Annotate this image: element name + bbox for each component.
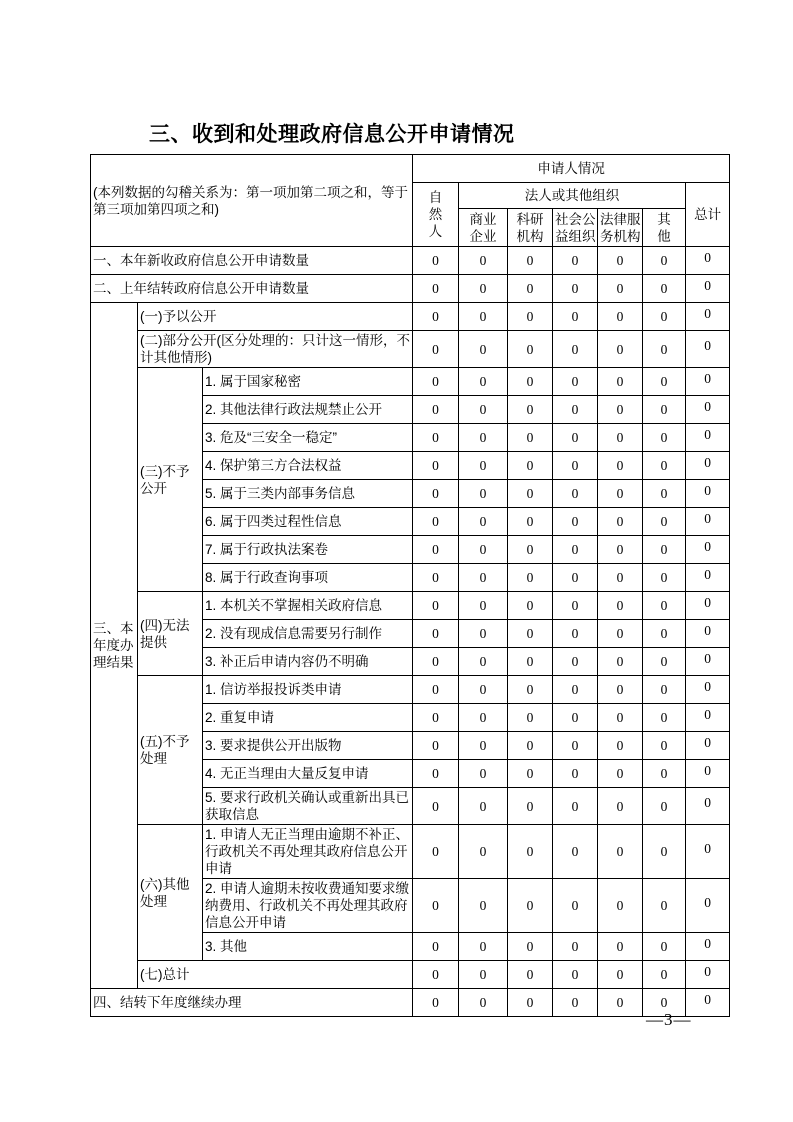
value-cell: 0: [508, 331, 553, 368]
value-cell: 0: [553, 536, 598, 564]
value-cell: 0: [643, 648, 686, 676]
value-cell: 0: [598, 676, 643, 704]
value-cell: 0: [598, 247, 643, 275]
value-cell: 0: [553, 732, 598, 760]
value-cell: 0: [459, 879, 508, 933]
value-cell: 0: [553, 989, 598, 1017]
value-cell: 0: [459, 303, 508, 331]
value-cell: 0: [598, 396, 643, 424]
table-row: [91, 368, 730, 396]
value-cell: 0: [686, 961, 730, 989]
value-cell: 0: [508, 564, 553, 592]
page-number: —3—: [646, 1010, 692, 1029]
row-label-cell: 5. 要求行政机关确认或重新出具已获取信息: [203, 788, 413, 825]
column-header-natural-person: 自然人: [413, 183, 459, 247]
row-label-cell: (七)总计: [138, 961, 413, 989]
value-cell: 0: [643, 961, 686, 989]
value-cell: 0: [413, 396, 459, 424]
table-row: [91, 247, 730, 275]
row-label-cell: (一)予以公开: [138, 303, 413, 331]
value-cell: 0: [553, 788, 598, 825]
row-label-cell: 2. 没有现成信息需要另行制作: [203, 620, 413, 648]
row-label-cell: 3. 其他: [203, 933, 413, 961]
value-cell: 0: [553, 704, 598, 732]
table-row: [91, 592, 730, 620]
value-cell: 0: [598, 536, 643, 564]
value-cell: 0: [413, 508, 459, 536]
value-cell: 0: [643, 933, 686, 961]
value-cell: 0: [413, 989, 459, 1017]
value-cell: 0: [508, 676, 553, 704]
value-cell: 0: [686, 825, 730, 879]
value-cell: 0: [413, 331, 459, 368]
column-header-total: 总计: [686, 183, 730, 247]
value-cell: 0: [459, 396, 508, 424]
value-cell: 0: [598, 303, 643, 331]
value-cell: 0: [413, 247, 459, 275]
value-cell: 0: [459, 676, 508, 704]
value-cell: 0: [598, 452, 643, 480]
row-label-cell: 2. 重复申请: [203, 704, 413, 732]
value-cell: 0: [643, 508, 686, 536]
column-header-commercial-enterprise: 商业企业: [459, 209, 508, 247]
value-cell: 0: [598, 989, 643, 1017]
value-cell: 0: [508, 592, 553, 620]
row-label-cell: 3. 危及“三安全一稳定”: [203, 424, 413, 452]
value-cell: 0: [686, 424, 730, 452]
value-cell: 0: [686, 303, 730, 331]
value-cell: 0: [643, 760, 686, 788]
column-header-research-institution: 科研机构: [508, 209, 553, 247]
value-cell: 0: [643, 536, 686, 564]
group-label-cell: 三、本年度办理结果: [91, 303, 138, 989]
value-cell: 0: [553, 396, 598, 424]
value-cell: 0: [598, 620, 643, 648]
value-cell: 0: [643, 564, 686, 592]
value-cell: 0: [643, 732, 686, 760]
table-row: [91, 676, 730, 704]
value-cell: 0: [508, 732, 553, 760]
value-cell: 0: [598, 592, 643, 620]
value-cell: 0: [643, 275, 686, 303]
value-cell: 0: [553, 564, 598, 592]
value-cell: 0: [553, 424, 598, 452]
value-cell: 0: [686, 760, 730, 788]
table-row: [91, 331, 730, 368]
value-cell: 0: [508, 303, 553, 331]
value-cell: 0: [508, 480, 553, 508]
value-cell: 0: [553, 331, 598, 368]
value-cell: 0: [413, 760, 459, 788]
value-cell: 0: [686, 480, 730, 508]
column-header-legal-org-group: 法人或其他组织: [459, 183, 686, 209]
header-row: [91, 155, 730, 183]
value-cell: 0: [459, 564, 508, 592]
value-cell: 0: [553, 648, 598, 676]
row-label-cell: 2. 申请人逾期未按收费通知要求缴纳费用、行政机关不再处理其政府信息公开申请: [203, 879, 413, 933]
value-cell: 0: [413, 424, 459, 452]
value-cell: 0: [459, 788, 508, 825]
row-label-cell: 3. 补正后申请内容仍不明确: [203, 648, 413, 676]
value-cell: 0: [643, 592, 686, 620]
value-cell: 0: [459, 620, 508, 648]
value-cell: 0: [508, 933, 553, 961]
value-cell: 0: [598, 275, 643, 303]
value-cell: 0: [459, 704, 508, 732]
row-label-cell: 3. 要求提供公开出版物: [203, 732, 413, 760]
value-cell: 0: [598, 508, 643, 536]
value-cell: 0: [643, 480, 686, 508]
table-body: [91, 247, 730, 1017]
value-cell: 0: [459, 331, 508, 368]
value-cell: 0: [598, 933, 643, 961]
value-cell: 0: [459, 760, 508, 788]
value-cell: 0: [643, 676, 686, 704]
value-cell: 0: [686, 620, 730, 648]
row-label-cell: 1. 申请人无正当理由逾期不补正、行政机关不再处理其政府信息公开申请: [203, 825, 413, 879]
value-cell: 0: [508, 275, 553, 303]
value-cell: 0: [553, 933, 598, 961]
value-cell: 0: [413, 879, 459, 933]
applications-table: [90, 154, 730, 1017]
value-cell: 0: [413, 732, 459, 760]
table-row: [91, 303, 730, 331]
value-cell: 0: [643, 825, 686, 879]
value-cell: 0: [553, 592, 598, 620]
column-header-applicant-group: 申请人情况: [413, 155, 730, 183]
row-label-cell: 8. 属于行政查询事项: [203, 564, 413, 592]
subgroup-label-cell: (六)其他处理: [138, 825, 203, 961]
row-label-cell: 1. 本机关不掌握相关政府信息: [203, 592, 413, 620]
value-cell: 0: [686, 247, 730, 275]
value-cell: 0: [686, 368, 730, 396]
value-cell: 0: [508, 989, 553, 1017]
value-cell: 0: [508, 368, 553, 396]
value-cell: 0: [643, 704, 686, 732]
value-cell: 0: [643, 989, 686, 1017]
reconciliation-note: (本列数据的勾稽关系为：第一项加第二项之和，等于第三项加第四项之和): [91, 155, 413, 247]
value-cell: 0: [413, 303, 459, 331]
row-label-cell: 6. 属于四类过程性信息: [203, 508, 413, 536]
value-cell: 0: [413, 648, 459, 676]
value-cell: 0: [686, 275, 730, 303]
value-cell: 0: [598, 368, 643, 396]
value-cell: 0: [413, 275, 459, 303]
value-cell: 0: [598, 331, 643, 368]
value-cell: 0: [459, 275, 508, 303]
value-cell: 0: [459, 424, 508, 452]
value-cell: 0: [643, 303, 686, 331]
value-cell: 0: [508, 704, 553, 732]
value-cell: 0: [598, 760, 643, 788]
value-cell: 0: [508, 648, 553, 676]
table-row: [91, 961, 730, 989]
value-cell: 0: [686, 396, 730, 424]
value-cell: 0: [459, 592, 508, 620]
value-cell: 0: [413, 564, 459, 592]
value-cell: 0: [598, 648, 643, 676]
value-cell: 0: [553, 961, 598, 989]
value-cell: 0: [459, 825, 508, 879]
value-cell: 0: [459, 961, 508, 989]
table-row: [91, 825, 730, 879]
row-label-cell: 一、本年新收政府信息公开申请数量: [91, 247, 413, 275]
value-cell: 0: [598, 788, 643, 825]
value-cell: 0: [643, 247, 686, 275]
subgroup-label-cell: (五)不予处理: [138, 676, 203, 825]
value-cell: 0: [686, 508, 730, 536]
row-label-cell: 4. 无正当理由大量反复申请: [203, 760, 413, 788]
value-cell: 0: [413, 961, 459, 989]
row-label-cell: (二)部分公开(区分处理的：只计这一情形，不计其他情形): [138, 331, 413, 368]
value-cell: 0: [553, 620, 598, 648]
table-row: [91, 989, 730, 1017]
value-cell: 0: [413, 480, 459, 508]
row-label-cell: 2. 其他法律行政法规禁止公开: [203, 396, 413, 424]
value-cell: 0: [413, 704, 459, 732]
value-cell: 0: [553, 676, 598, 704]
value-cell: 0: [553, 247, 598, 275]
value-cell: 0: [413, 620, 459, 648]
row-label-cell: 5. 属于三类内部事务信息: [203, 480, 413, 508]
table-row: [91, 275, 730, 303]
value-cell: 0: [686, 933, 730, 961]
value-cell: 0: [686, 676, 730, 704]
value-cell: 0: [553, 825, 598, 879]
value-cell: 0: [686, 331, 730, 368]
value-cell: 0: [643, 424, 686, 452]
value-cell: 0: [553, 275, 598, 303]
value-cell: 0: [459, 247, 508, 275]
value-cell: 0: [598, 961, 643, 989]
value-cell: 0: [413, 592, 459, 620]
value-cell: 0: [413, 452, 459, 480]
value-cell: 0: [508, 825, 553, 879]
subgroup-label-cell: (四)无法提供: [138, 592, 203, 676]
value-cell: 0: [553, 879, 598, 933]
value-cell: 0: [686, 989, 730, 1017]
value-cell: 0: [413, 368, 459, 396]
value-cell: 0: [598, 732, 643, 760]
value-cell: 0: [598, 879, 643, 933]
value-cell: 0: [553, 452, 598, 480]
value-cell: 0: [413, 825, 459, 879]
table-header: [91, 155, 730, 247]
value-cell: 0: [643, 620, 686, 648]
value-cell: 0: [508, 536, 553, 564]
value-cell: 0: [686, 564, 730, 592]
value-cell: 0: [643, 879, 686, 933]
value-cell: 0: [643, 396, 686, 424]
value-cell: 0: [459, 452, 508, 480]
value-cell: 0: [413, 933, 459, 961]
value-cell: 0: [508, 424, 553, 452]
value-cell: 0: [413, 788, 459, 825]
subgroup-label-cell: (三)不予公开: [138, 368, 203, 592]
value-cell: 0: [643, 788, 686, 825]
value-cell: 0: [686, 592, 730, 620]
value-cell: 0: [686, 879, 730, 933]
value-cell: 0: [459, 989, 508, 1017]
row-label-cell: 四、结转下年度继续办理: [91, 989, 413, 1017]
value-cell: 0: [508, 620, 553, 648]
column-header-social-welfare-org: 社会公益组织: [553, 209, 598, 247]
value-cell: 0: [508, 508, 553, 536]
value-cell: 0: [643, 331, 686, 368]
value-cell: 0: [508, 788, 553, 825]
value-cell: 0: [553, 303, 598, 331]
row-label-cell: 1. 属于国家秘密: [203, 368, 413, 396]
value-cell: 0: [686, 452, 730, 480]
value-cell: 0: [686, 536, 730, 564]
value-cell: 0: [686, 732, 730, 760]
value-cell: 0: [459, 368, 508, 396]
value-cell: 0: [508, 961, 553, 989]
value-cell: 0: [553, 480, 598, 508]
value-cell: 0: [598, 704, 643, 732]
value-cell: 0: [508, 452, 553, 480]
value-cell: 0: [459, 508, 508, 536]
value-cell: 0: [459, 536, 508, 564]
value-cell: 0: [459, 648, 508, 676]
value-cell: 0: [508, 247, 553, 275]
value-cell: 0: [686, 704, 730, 732]
value-cell: 0: [643, 452, 686, 480]
row-label-cell: 7. 属于行政执法案卷: [203, 536, 413, 564]
value-cell: 0: [686, 788, 730, 825]
value-cell: 0: [598, 480, 643, 508]
value-cell: 0: [459, 480, 508, 508]
value-cell: 0: [686, 648, 730, 676]
value-cell: 0: [413, 536, 459, 564]
section-title: 三、收到和处理政府信息公开申请情况: [149, 123, 515, 146]
row-label-cell: 二、上年结转政府信息公开申请数量: [91, 275, 413, 303]
value-cell: 0: [459, 732, 508, 760]
value-cell: 0: [553, 508, 598, 536]
value-cell: 0: [643, 368, 686, 396]
value-cell: 0: [508, 760, 553, 788]
row-label-cell: 1. 信访举报投诉类申请: [203, 676, 413, 704]
value-cell: 0: [553, 760, 598, 788]
value-cell: 0: [459, 933, 508, 961]
column-header-legal-service-agency: 法律服务机构: [598, 209, 643, 247]
value-cell: 0: [413, 676, 459, 704]
row-label-cell: 4. 保护第三方合法权益: [203, 452, 413, 480]
value-cell: 0: [508, 396, 553, 424]
column-header-other: 其他: [643, 209, 686, 247]
value-cell: 0: [553, 368, 598, 396]
value-cell: 0: [598, 825, 643, 879]
value-cell: 0: [598, 424, 643, 452]
value-cell: 0: [508, 879, 553, 933]
value-cell: 0: [598, 564, 643, 592]
